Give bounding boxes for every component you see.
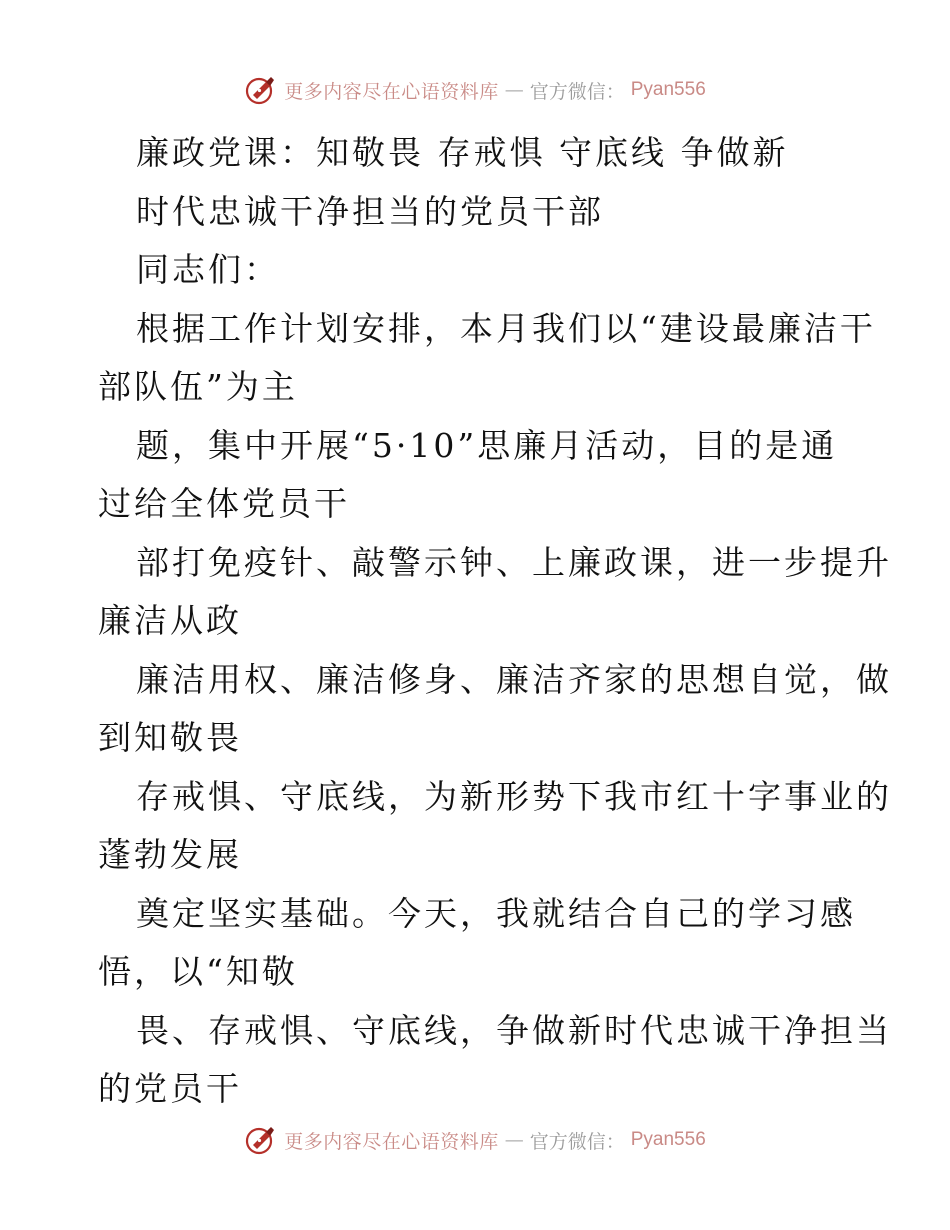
header-banner [0, 70, 950, 110]
paragraph-line: 根据工作计划安排，本月我们以“建设最廉洁干 [136, 308, 876, 348]
paragraph-line: 的党员干 [98, 1069, 242, 1108]
footer-banner-dash: — [504, 1129, 524, 1151]
paragraph-line: 廉洁从政 [98, 601, 242, 640]
header-banner-dash: — [504, 79, 524, 101]
footer-banner-wechat-label: 官方微信： [529, 1130, 625, 1153]
paragraph-line: 廉洁用权、廉洁修身、廉洁齐家的思想自觉，做 [136, 659, 892, 699]
pen-nib-logo-icon [244, 73, 278, 107]
paragraph-line: 部队伍”为主 [98, 367, 298, 406]
paragraph-line: 畏、存戒惧、守底线，争做新时代忠诚干净担当 [136, 1010, 892, 1050]
paragraph-line: 到知敬畏 [98, 718, 242, 757]
paragraph-line: 悟，以“知敬 [98, 952, 298, 991]
paragraph-line: 蓬勃发展 [98, 835, 242, 874]
header-banner-wechat-label: 官方微信： [529, 80, 625, 103]
pen-nib-logo-icon [244, 1123, 278, 1157]
title-line-1: 廉政党课：知敬畏 存戒惧 守底线 争做新 [136, 133, 789, 172]
header-banner-content [244, 73, 706, 107]
header-banner-text: 更多内容尽在心语资料库 [284, 80, 499, 103]
footer-banner [0, 1120, 950, 1160]
salutation-line: 同志们： [136, 250, 280, 289]
paragraph-line: 过给全体党员干 [98, 484, 350, 523]
paragraph-line: 部打免疫针、敲警示钟、上廉政课，进一步提升 [136, 542, 892, 582]
title-line-2: 时代忠诚干净担当的党员干部 [136, 191, 604, 231]
footer-banner-content [244, 1123, 706, 1157]
document-body [98, 124, 892, 1119]
paragraph-line: 题，集中开展“5·10”思廉月活动，目的是通 [136, 425, 838, 465]
paragraph-line: 存戒惧、守底线，为新形势下我市红十字事业的 [136, 776, 892, 816]
footer-banner-wechat-id: Pyan556 [630, 1129, 706, 1150]
header-banner-wechat-id: Pyan556 [630, 79, 706, 100]
footer-banner-text: 更多内容尽在心语资料库 [284, 1130, 499, 1153]
paragraph-line: 奠定坚实基础。今天，我就结合自己的学习感 [136, 893, 856, 933]
